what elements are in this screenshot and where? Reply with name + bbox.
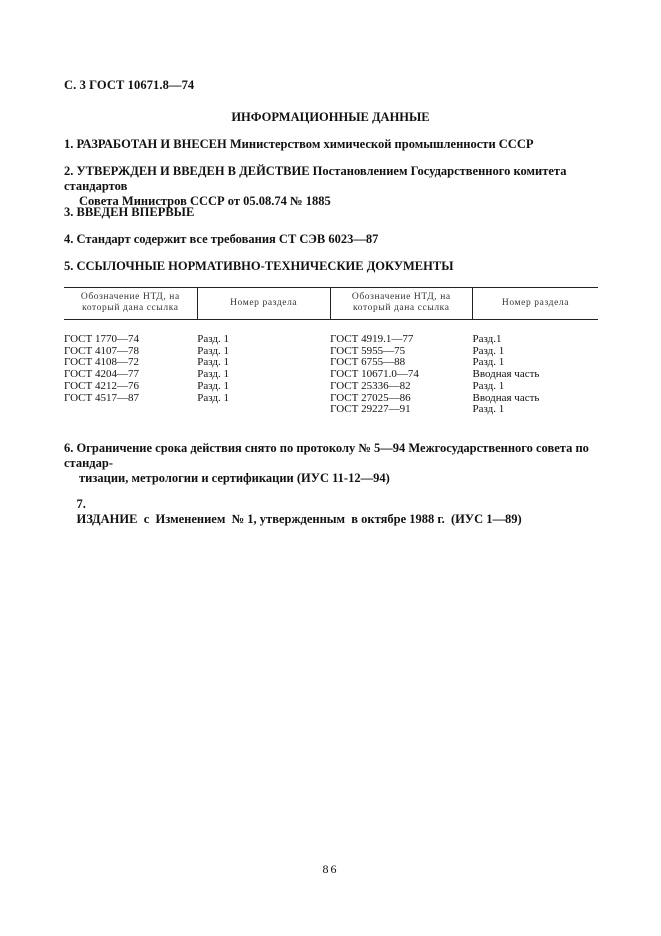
item-text-continued: Совета Министров СССР от 05.08.74 № 1885 bbox=[79, 194, 331, 208]
left-sections-cell bbox=[197, 320, 330, 416]
right-docs-cell bbox=[330, 320, 472, 416]
item-number: 3. bbox=[64, 205, 74, 219]
page-number: 86 bbox=[322, 862, 339, 876]
item-number: 2. bbox=[64, 164, 74, 178]
doc-designation: ГОСТ 4108—72 bbox=[64, 356, 139, 369]
section-number: Разд. 1 bbox=[197, 356, 229, 369]
item-text: РАЗРАБОТАН И ВНЕСЕН Министерством химической промышленности СССР bbox=[76, 137, 534, 151]
section-number: Разд. 1 bbox=[197, 333, 229, 345]
item-2 bbox=[64, 164, 598, 209]
table-row bbox=[64, 320, 598, 416]
item-6 bbox=[64, 441, 598, 486]
section-number: Разд. 1 bbox=[472, 344, 505, 357]
header-section-number-2 bbox=[472, 288, 598, 320]
doc-designation: ГОСТ 4517—87 bbox=[64, 391, 139, 404]
item-7 bbox=[64, 482, 598, 542]
header-text: Номер раздела bbox=[501, 297, 570, 308]
references-table bbox=[64, 287, 598, 416]
header-doc-designation bbox=[64, 288, 197, 320]
item-number: 6. bbox=[64, 441, 74, 455]
header-doc-designation-2 bbox=[330, 288, 472, 320]
item-number: 5. bbox=[64, 259, 74, 273]
item-4 bbox=[64, 232, 598, 247]
section-number: Разд. 1 bbox=[472, 379, 505, 392]
item-text: ССЫЛОЧНЫЕ НОРМАТИВНО-ТЕХНИЧЕСКИЕ ДОКУМЕНТЫ bbox=[76, 259, 454, 273]
table-header-row bbox=[64, 288, 598, 320]
doc-designation: ГОСТ 6755—88 bbox=[330, 356, 406, 369]
left-docs-cell bbox=[64, 320, 197, 416]
doc-designation: ГОСТ 4107—78 bbox=[64, 344, 139, 357]
doc-designation: ГОСТ 27025—86 bbox=[330, 391, 411, 404]
section-title: ИНФОРМАЦИОННЫЕ ДАННЫЕ bbox=[231, 110, 430, 124]
header-text: Обозначение НТД, на bbox=[351, 292, 451, 302]
header-text: Обозначение НТД, на bbox=[80, 292, 180, 302]
doc-designation: ГОСТ 5955—75 bbox=[330, 344, 406, 357]
header-text: Номер раздела bbox=[230, 297, 298, 308]
section-number: Разд.1 bbox=[472, 333, 502, 345]
doc-designation: ГОСТ 29227—91 bbox=[330, 403, 411, 416]
item-number: 4. bbox=[64, 232, 74, 246]
section-number: Разд. 1 bbox=[197, 391, 229, 404]
doc-designation: ГОСТ 25336—82 bbox=[330, 379, 411, 392]
item-5 bbox=[64, 259, 598, 274]
item-number: 1. bbox=[64, 137, 74, 151]
doc-designation: ГОСТ 4204—77 bbox=[64, 368, 139, 381]
page-header: С. 3 ГОСТ 10671.8—74 bbox=[64, 78, 195, 92]
doc-designation: ГОСТ 10671.0—74 bbox=[330, 368, 419, 381]
section-number: Разд. 1 bbox=[197, 368, 229, 381]
item-text: Стандарт содержит все требования СТ СЭВ 6023—87 bbox=[76, 232, 379, 246]
doc-designation: ГОСТ 4212—76 bbox=[64, 379, 139, 392]
item-text: УТВЕРЖДЕН И ВВЕДЕН В ДЕЙСТВИЕ Постановлением Государственного комитета стандартов bbox=[64, 164, 567, 193]
section-number: Разд. 1 bbox=[197, 344, 229, 357]
section-number: Разд. 1 bbox=[472, 403, 505, 416]
doc-designation: ГОСТ 4919.1—77 bbox=[330, 333, 414, 345]
item-text: ВВЕДЕН ВПЕРВЫЕ bbox=[76, 205, 195, 219]
item-text: Ограничение срока действия снято по протоколу № 5—94 Межгосударственного совета по стандар- bbox=[64, 441, 589, 470]
section-number: Разд. 1 bbox=[197, 379, 229, 392]
item-1 bbox=[64, 137, 598, 152]
item-text-continued: тизации, метрологии и сертификации (ИУС 11-12—94) bbox=[79, 471, 390, 485]
header-section-number bbox=[197, 288, 330, 320]
header-text: который дана ссылка bbox=[82, 303, 179, 313]
header-text: который дана ссылка bbox=[353, 303, 450, 313]
item-number: 7. bbox=[76, 497, 86, 511]
section-number: Вводная часть bbox=[472, 391, 540, 404]
section-number: Вводная часть bbox=[472, 368, 540, 381]
doc-designation: ГОСТ 1770—74 bbox=[64, 333, 139, 345]
section-number: Разд. 1 bbox=[472, 356, 505, 369]
right-sections-cell bbox=[472, 320, 598, 416]
item-3 bbox=[64, 205, 598, 220]
item-text: ИЗДАНИЕ с Изменением № 1, утвержденным в октябре 1988 г. (ИУС 1—89) bbox=[76, 512, 522, 526]
